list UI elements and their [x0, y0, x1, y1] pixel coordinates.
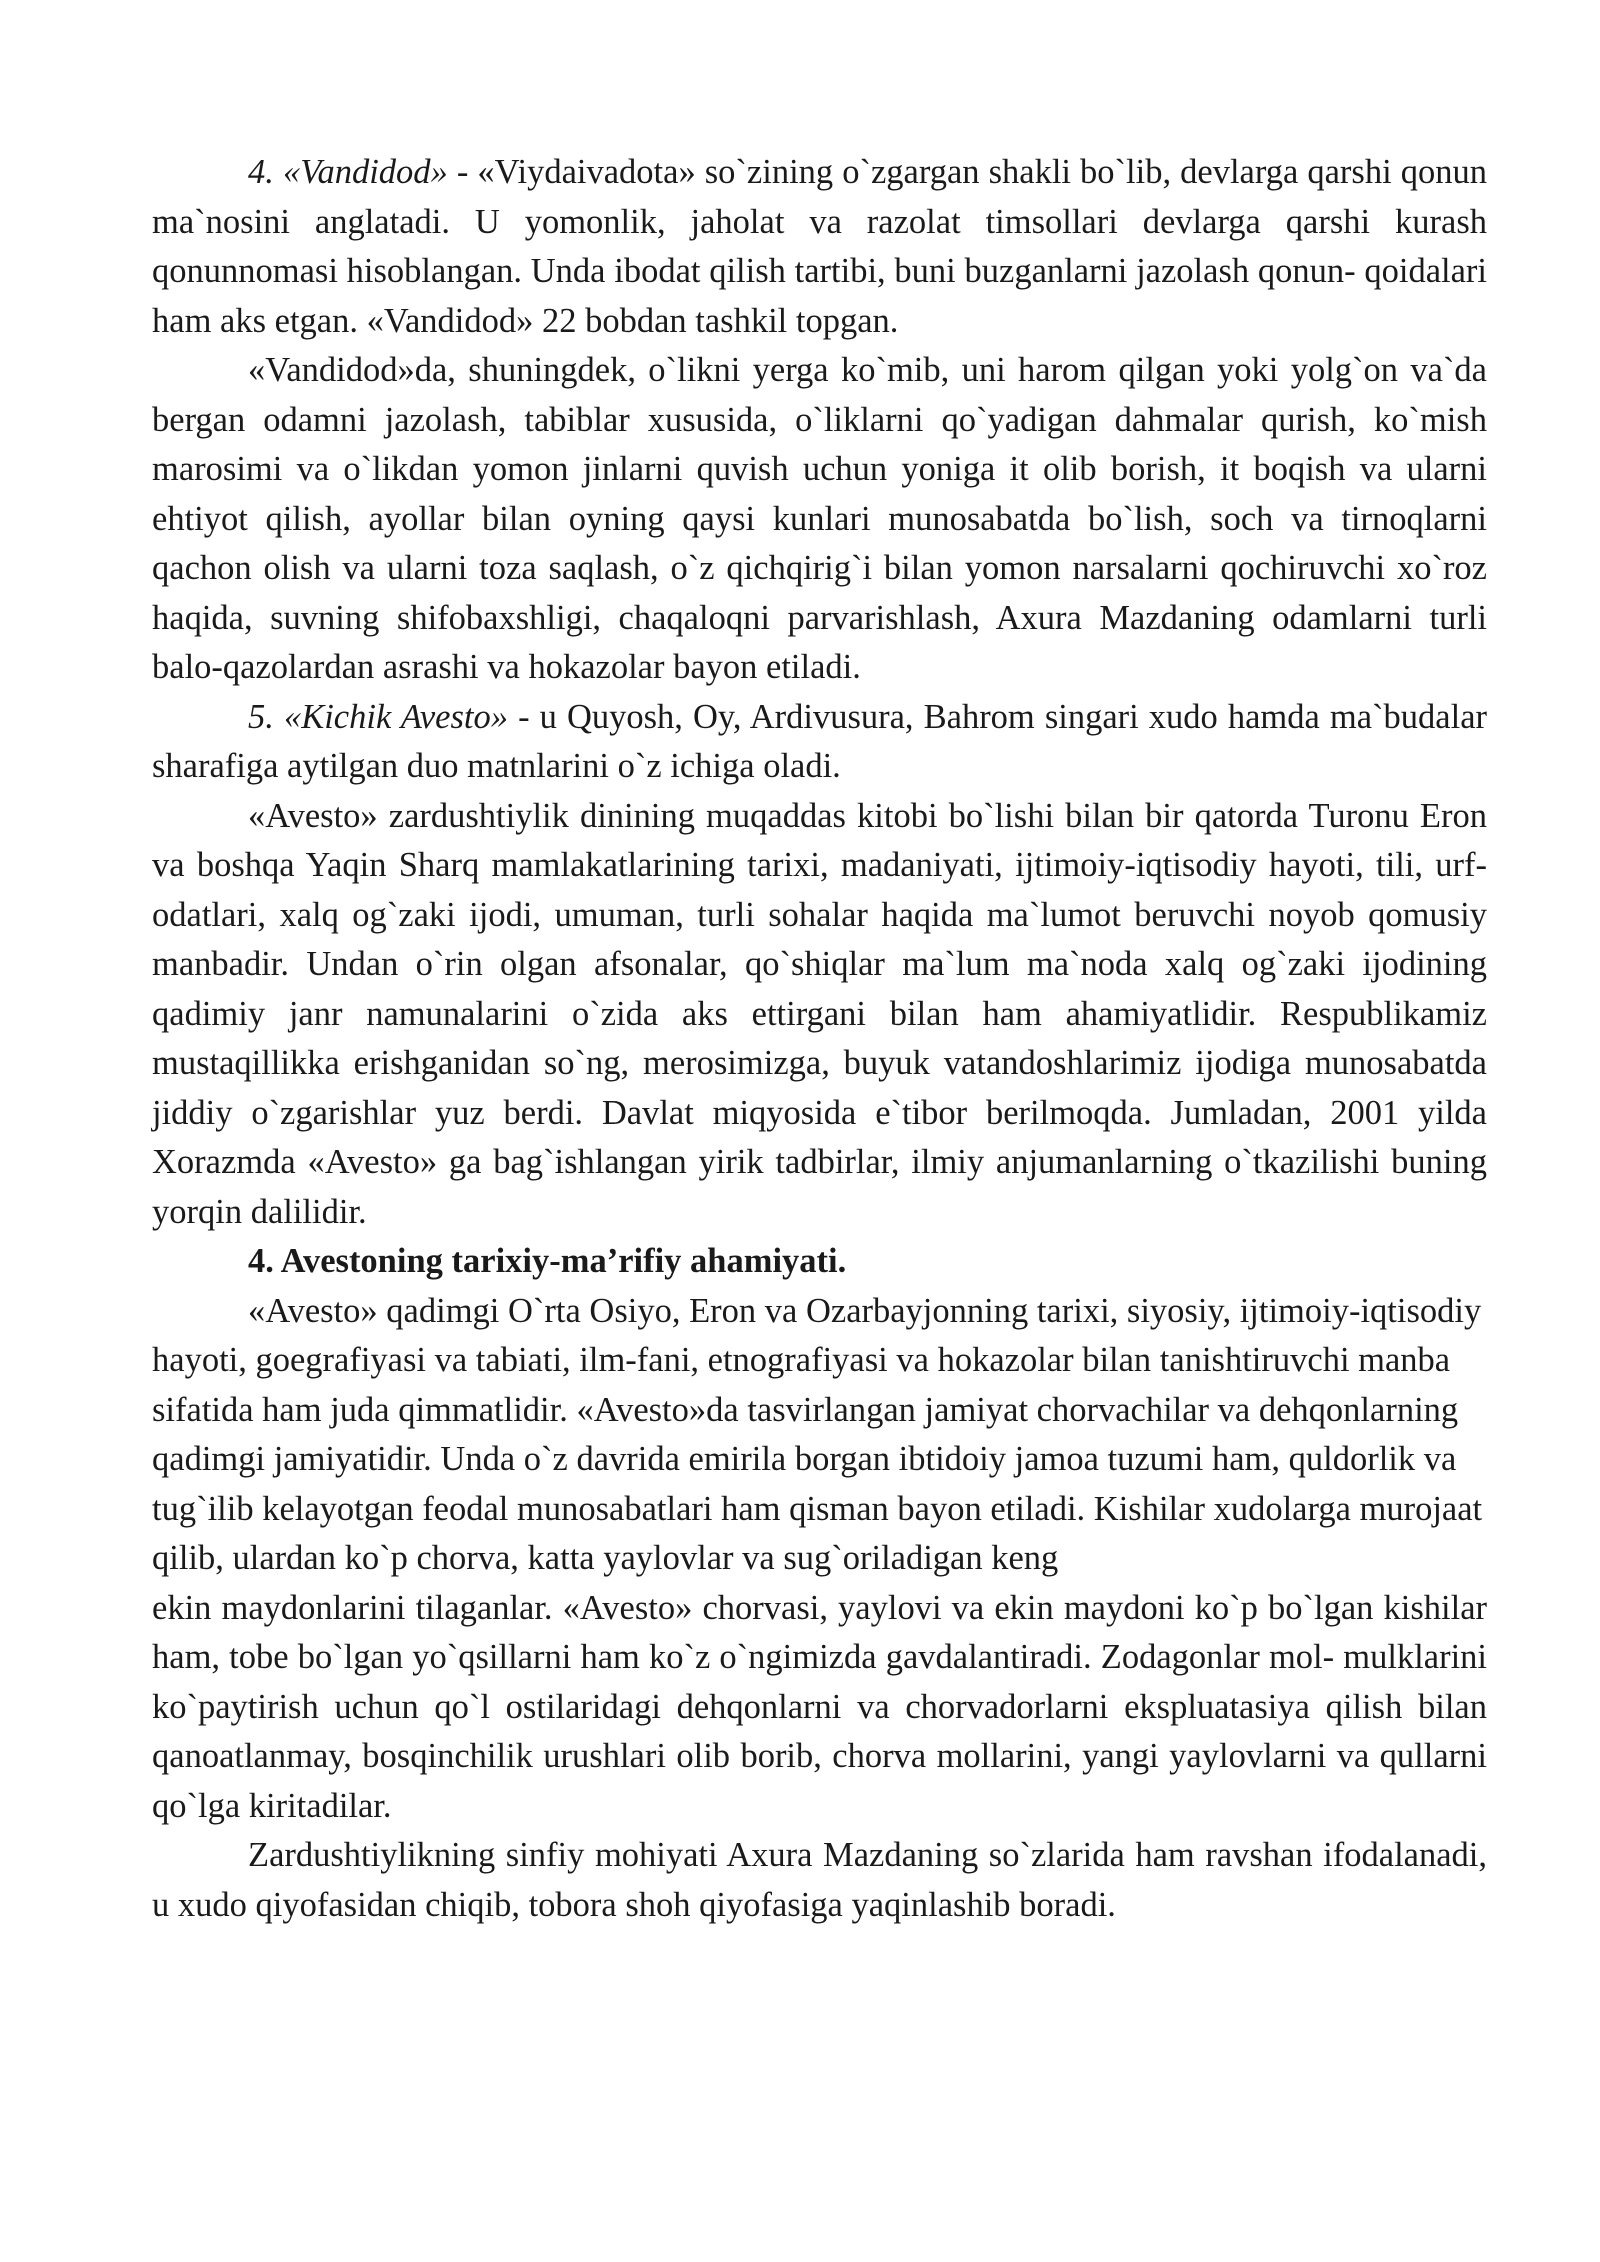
paragraph-avesto-history	[152, 1287, 1487, 1584]
paragraph-vandidod	[152, 148, 1487, 346]
paragraph-title-vandidod: 4. «Vandidod»	[248, 153, 448, 191]
paragraph-text: - u Quyosh, Oy, Ardivusura, Bahrom singari xudo hamda ma`budalar sharafiga aytilgan duo matnlarini o`z ichiga oladi.	[152, 697, 1487, 785]
paragraph-title-kichik-avesto: 5. «Kichik Avesto»	[248, 697, 509, 736]
paragraph-text: «Vandidod»da, shuningdek, o`likni yerga ko`mib, uni harom qilgan yoki yolg`on va`da bergan odamni jazolash, tabiblar xususida, o`liklarni qo`yadigan dahmalar qurish, ko`mish marosimi va o`likdan yomon jinlarni quvish uchun yoniga it olib borish, it boqish va ularni ehtiyot qilish, ayollar bilan oyning qaysi kunlari munosabatda bo`lish, soch va tirnoqlarni qachon olish va ularni toza saqlash, o`z qichqirig`i bilan yomon narsalarni qochiruvchi xo`roz haqida, suvning shifobaxshligi, chaqaloqni parvarishlash, Axura Mazdaning odamlarni turli balo-qazolardan asrashi va hokazolar bayon etiladi.	[152, 351, 1487, 686]
document-page	[152, 148, 1487, 1930]
paragraph-text: «Avesto» qadimgi O`rta Osiyo, Eron va Ozarbayjonning tarixi, siyosiy, ijtimoiy-iqtisodiy hayoti, goegrafiyasi va tabiati, ilm-fani, etnografiyasi va hokazolar bilan tanishtiruvchi manba sifatida ham juda qimmatlidir. «Avesto»da tasvirlangan jamiyat chorvachilar va dehqonlarning qadimgi jamiyatidir. Unda o`z davrida emirila borgan ibtidoiy jamoa tuzumi ham, quldorlik va tug`ilib kelayotgan feodal munosabatlari ham qisman bayon etiladi. Kishilar xudolarga murojaat qilib, ulardan ko`p chorva, katta yaylovlar va sug`oriladigan keng	[152, 1291, 1483, 1577]
paragraph-zoroastrianism-class	[152, 1831, 1487, 1930]
section-heading: 4. Avestoning tarixiy-ma’rifiy ahamiyati.	[248, 1242, 847, 1280]
paragraph-text: Zardushtiylikning sinfiy mohiyati Axura Mazdaning so`zlarida ham ravshan ifodalanadi, u xudo qiyofasidan chiqib, tobora shoh qiyofasiga yaqinlashib boradi.	[152, 1836, 1487, 1924]
paragraph-kichik-avesto	[152, 693, 1487, 792]
paragraph-text: - «Viydaivadota» so`zining o`zgargan shakli bo`lib, devlarga qarshi qonun ma`nosini anglatadi. U yomonlik, jaholat va razolat timsollari devlarga qarshi kurash qonunnomasi hisoblangan. Unda ibodat qilish tartibi, buni buzganlarni jazolash qonun- qoidalari ham aks etgan. «Vandidod» 22 bobdan tashkil topgan.	[152, 153, 1487, 340]
paragraph-avesto-society	[152, 1584, 1487, 1832]
paragraph-text: ekin maydonlarini tilaganlar. «Avesto» chorvasi, yaylovi va ekin maydoni ko`p bo`lgan kishilar ham, tobe bo`lgan yo`qsillarni ham ko`z o`ngimizda gavdalantiradi. Zodagonlar mol- mulklarini ko`paytirish uchun qo`l ostilaridagi dehqonlarni va chorvadorlarni ekspluatasiya qilish bilan qanoatlanmay, bosqinchilik urushlari olib borib, chorva mollarini, yangi yaylovlarni va qullarni qo`lga kiritadilar.	[152, 1588, 1487, 1825]
paragraph-text: «Avesto» zardushtiylik dinining muqaddas kitobi bo`lishi bilan bir qatorda Turonu Eron va boshqa Yaqin Sharq mamlakatlarining tarixi, madaniyati, ijtimoiy-iqtisodiy hayoti, tili, urf-odatlari, xalq og`zaki ijodi, umuman, turli sohalar haqida ma`lumot beruvchi noyob qomusiy manbadir. Undan o`rin olgan afsonalar, qo`shiqlar ma`lum ma`noda xalq og`zaki ijodining qadimiy janr namunalarini o`zida aks ettirgani bilan ham ahamiyatlidir. Respublikamiz mustaqillikka erishganidan so`ng, merosimizga, buyuk vatandoshlarimiz ijodiga munosabatda jiddiy o`zgarishlar yuz berdi. Davlat miqyosida e`tibor berilmoqda. Jumladan, 2001 yilda Xorazmda «Avesto» ga bag`ishlangan yirik tadbirlar, ilmiy anjumanlarning o`tkazilishi buning yorqin dalilidir.	[152, 796, 1487, 1231]
paragraph-avesto-significance	[152, 792, 1487, 1238]
paragraph-vandidod-details	[152, 346, 1487, 693]
